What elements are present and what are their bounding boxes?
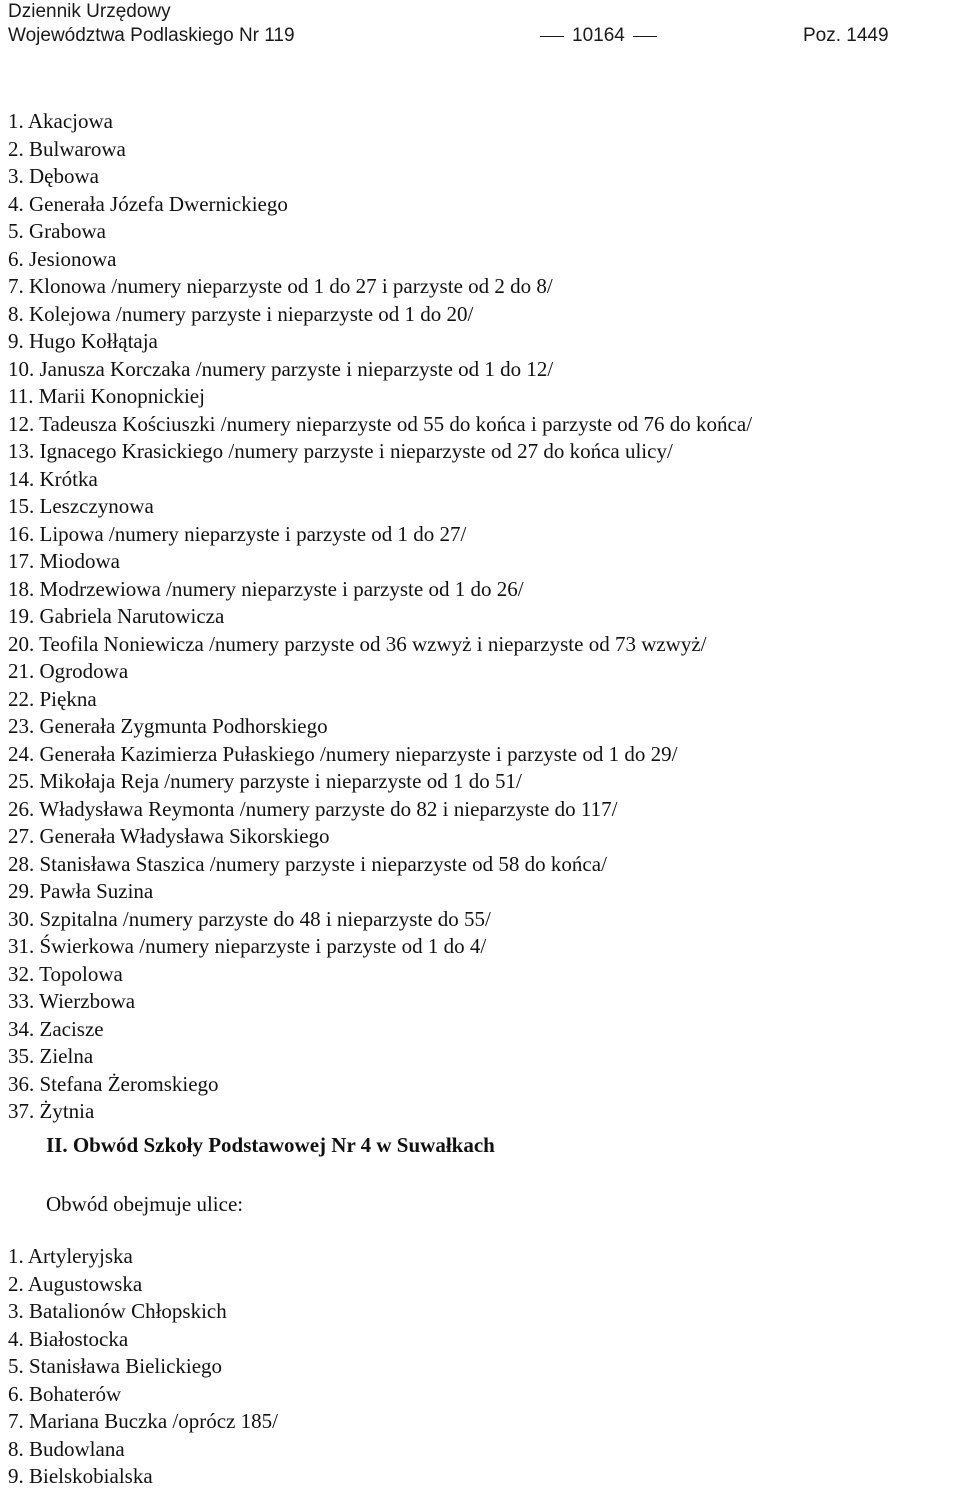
section-title: II. Obwód Szkoły Podstawowej Nr 4 w Suwałkach (46, 1133, 495, 1157)
list-item: 5. Stanisława Bielickiego (8, 1354, 223, 1378)
journal-subtitle: Województwa Podlaskiego Nr 119 (8, 25, 295, 46)
list-item: 6. Bohaterów (8, 1381, 122, 1406)
list-item: 26. Władysława Reymonta /numery parzyste do 82 i nieparzyste do 117/ (8, 796, 618, 821)
page-header (8, 0, 952, 48)
list-item: 27. Generała Władysława Sikorskiego (8, 824, 330, 848)
list-item: 20. Teofila Noniewicza /numery parzyste od 36 wzwyż i nieparzyste od 73 wzwyż/ (8, 631, 707, 656)
position-number: Poz. 1449 (803, 25, 889, 46)
list-item: 19. Gabriela Narutowicza (8, 604, 225, 628)
list-item: 8. Budowlana (8, 1436, 125, 1461)
page-number-block (532, 24, 665, 48)
list-item: 33. Wierzbowa (8, 989, 136, 1013)
journal-title: Dziennik Urzędowy (8, 1, 171, 22)
list-item: 1. Artyleryjska (8, 1244, 133, 1268)
list-item: 13. Ignacego Krasickiego /numery parzyste i nieparzyste od 27 do końca ulicy/ (8, 439, 673, 463)
street-list-2 (8, 1243, 278, 1491)
list-item: 31. Świerkowa /numery nieparzyste i parzyste od 1 do 4/ (8, 934, 487, 958)
list-item: 1. Akacjowa (8, 109, 113, 133)
list-item: 9. Bielskobialska (8, 1464, 153, 1488)
list-item: 16. Lipowa /numery nieparzyste i parzyste od 1 do 27/ (8, 521, 467, 546)
list-item: 22. Piękna (8, 686, 97, 711)
list-item: 3. Dębowa (8, 164, 99, 188)
list-item: 30. Szpitalna /numery parzyste do 48 i nieparzyste do 55/ (8, 906, 491, 931)
list-item: 4. Białostocka (8, 1326, 129, 1351)
list-item: 23. Generała Zygmunta Podhorskiego (8, 714, 328, 738)
list-item: 25. Mikołaja Reja /numery parzyste i nieparzyste od 1 do 51/ (8, 769, 522, 793)
list-item: 18. Modrzewiowa /numery nieparzyste i parzyste od 1 do 26/ (8, 576, 524, 601)
dash-right (633, 36, 657, 37)
dash-left (540, 36, 564, 37)
list-item: 17. Miodowa (8, 549, 120, 573)
list-item: 2. Augustowska (8, 1271, 143, 1296)
list-item: 2. Bulwarowa (8, 136, 126, 161)
list-item: 7. Mariana Buczka /oprócz 185/ (8, 1409, 278, 1433)
list-item: 24. Generała Kazimierza Pułaskiego /numery nieparzyste i parzyste od 1 do 29/ (8, 741, 678, 766)
list-item: 7. Klonowa /numery nieparzyste od 1 do 27 i parzyste od 2 do 8/ (8, 274, 553, 298)
page-number: 10164 (572, 25, 625, 46)
list-item: 6. Jesionowa (8, 246, 117, 271)
list-item: 8. Kolejowa /numery parzyste i nieparzyste od 1 do 20/ (8, 301, 474, 326)
section-subtitle: Obwód obejmuje ulice: (46, 1192, 244, 1216)
list-item: 37. Żytnia (8, 1099, 95, 1123)
list-item: 9. Hugo Kołłątaja (8, 329, 158, 353)
list-item: 5. Grabowa (8, 219, 106, 243)
list-item: 4. Generała Józefa Dwernickiego (8, 191, 288, 216)
street-list-1 (8, 108, 752, 1126)
list-item: 28. Stanisława Staszica /numery parzyste i nieparzyste od 58 do końca/ (8, 851, 607, 876)
header-row (8, 24, 952, 48)
list-item: 34. Zacisze (8, 1016, 104, 1041)
list-item: 3. Batalionów Chłopskich (8, 1299, 227, 1323)
list-item: 32. Topolowa (8, 961, 123, 986)
list-item: 10. Janusza Korczaka /numery parzyste i nieparzyste od 1 do 12/ (8, 356, 554, 381)
list-item: 35. Zielna (8, 1044, 94, 1068)
list-item: 12. Tadeusza Kościuszki /numery nieparzyste od 55 do końca i parzyste od 76 do końca/ (8, 411, 753, 436)
list-item: 15. Leszczynowa (8, 494, 154, 518)
list-item: 36. Stefana Żeromskiego (8, 1071, 219, 1096)
list-item: 21. Ogrodowa (8, 659, 129, 683)
list-item: 14. Krótka (8, 466, 98, 491)
list-item: 11. Marii Konopnickiej (8, 384, 205, 408)
list-item: 29. Pawła Suzina (8, 879, 154, 903)
